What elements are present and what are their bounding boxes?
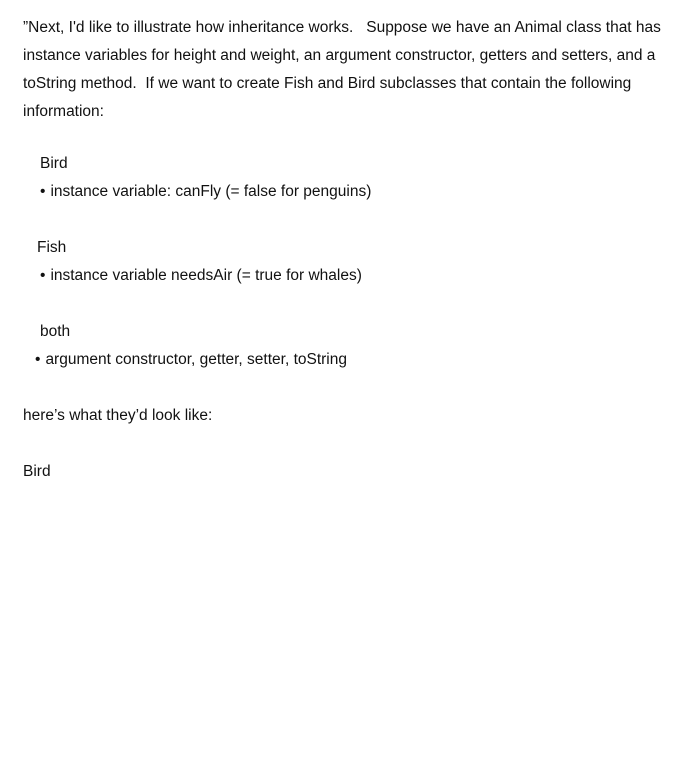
section-bullet-fish: [40, 267, 362, 285]
section-bullet-both: [35, 351, 347, 369]
outro-line: here’s what they’d look like:: [23, 407, 213, 424]
bullet-icon: •: [35, 351, 41, 368]
bullet-icon: •: [40, 267, 46, 284]
bullet-icon: •: [40, 183, 46, 200]
section-title-both: both: [40, 323, 71, 340]
intro-paragraph: ”Next, I'd like to illustrate how inheritance works. Suppose we have an Animal class that has instance variables for height and weight, an argument constructor, getters and setters, and a toString method. If we want to create Fish and Bird subclasses that contain the following information:: [23, 19, 666, 120]
section-title-bird: Bird: [40, 155, 68, 172]
section-title-fish: Fish: [37, 239, 67, 256]
bullet-text: instance variable needsAir (= true for whales): [50, 267, 362, 284]
trailing-heading: Bird: [23, 463, 51, 480]
bullet-text: instance variable: canFly (= false for penguins): [50, 183, 372, 200]
section-bullet-bird: [40, 183, 371, 201]
bullet-text: argument constructor, getter, setter, toString: [45, 351, 347, 368]
